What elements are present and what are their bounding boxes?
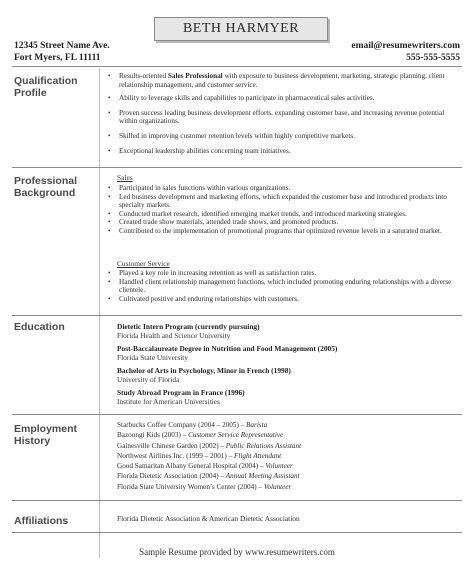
affiliations-text: Florida Dietetic Association & American Dietetic Association xyxy=(117,514,300,523)
service-item: • Handled client relationship management functions, which included promoting enduring relationships with a diverse clientele. xyxy=(106,278,458,295)
address-block xyxy=(14,40,110,64)
service-item: • Played a key role in increasing retention as well as satisfaction rates. xyxy=(106,269,458,278)
section-title-education: Education xyxy=(14,321,65,333)
column-divider xyxy=(99,68,100,558)
section-divider xyxy=(12,532,462,533)
education-entry xyxy=(117,366,457,384)
name-banner xyxy=(154,17,328,41)
section-divider xyxy=(12,167,462,168)
degree-title: Bachelor of Arts in Psychology, Minor in French (1998) xyxy=(117,366,291,375)
employment-list xyxy=(117,420,457,492)
section-divider xyxy=(12,414,462,415)
degree-title: Post-Baccalaureate Degree in Nutrition and Food Management (2005) xyxy=(117,344,338,353)
employment-entry: Bazoongi Kids (2003) – Customer Service Representative xyxy=(117,431,284,440)
degree-title: Study Abroad Program in France (1996) xyxy=(117,388,245,397)
education-entry xyxy=(117,388,457,406)
qualification-item: • Results-oriented Sales Professional with exposure to business development, marketing, strategic planning, client relationship management, and customer service. xyxy=(106,72,458,89)
degree-title: Dietetic Intern Program (currently pursuing) xyxy=(117,322,260,331)
sales-item: • Led business development and marketing efforts, which expanded the customer base and introduced products into specialty markets. xyxy=(106,193,458,210)
employment-entry: Starbucks Coffee Company (2004 – 2005) – Barista xyxy=(117,421,268,429)
subheading-customer-service: Customer Service xyxy=(117,259,170,268)
institution: Florida Health and Science University xyxy=(117,331,231,340)
education-list xyxy=(117,322,457,406)
section-divider xyxy=(12,500,462,501)
qualification-list xyxy=(106,72,458,155)
address-line-1: 12345 Street Name Ave. xyxy=(14,41,110,51)
service-item: • Cultivated positive and enduring relationships with customers. xyxy=(106,295,458,304)
qualification-item: • Exceptional leadership abilities concerning team initiatives. xyxy=(106,147,458,156)
employment-entry: Florida State University Women’s Center (2004) – Volunteer xyxy=(117,482,292,491)
service-list xyxy=(106,269,458,303)
employment-entry: Florida Dietetic Association (2004) – Annual Meeting Assistant xyxy=(117,472,300,481)
qualification-item: • Skilled in improving customer retention levels within highly competitive markets. xyxy=(106,132,458,141)
sales-list xyxy=(106,184,458,236)
subheading-sales: Sales xyxy=(117,173,133,182)
qualification-item: • Ability to leverage skills and capabilities to participate in pharmaceutical sales activities. xyxy=(106,94,458,103)
sales-item: • Conducted market research, identified emerging market trends, and introduced marketing strategies. xyxy=(106,210,458,219)
sales-item: • Created trade show materials, attended trade shows, and promoted products. xyxy=(106,218,458,227)
contact-block xyxy=(351,40,460,64)
footer-credit: Sample Resume provided by www.resumewriters.com xyxy=(139,547,335,557)
section-title-employment: Employment History xyxy=(14,423,78,447)
education-entry xyxy=(117,322,457,340)
header-divider xyxy=(12,66,462,67)
qualification-item: • Proven success leading business development efforts, expanding customer base, and increasing revenue potential within organizations. xyxy=(106,109,458,126)
employment-entry: Northwest Airlines Inc. (1999 – 2001) – Flight Attendant xyxy=(117,451,282,460)
sales-item: • Participated in sales functions within various organizations. xyxy=(106,184,458,193)
institution: University of Florida xyxy=(117,375,180,384)
section-title-background: Professional Background xyxy=(14,175,78,199)
phone-number: 555-555-5555 xyxy=(406,53,460,63)
section-title-qualification: Qualification Profile xyxy=(14,75,78,99)
sales-item: • Contributed to the implementation of promotional programs that optimized revenue levels in a saturated market. xyxy=(106,227,458,236)
institution: Florida State University xyxy=(117,353,189,362)
education-entry xyxy=(117,344,457,362)
employment-entry: Gainesville Chinese Garden (2002) – Public Relations Assistant xyxy=(117,441,302,450)
institution: Institute for American Universities xyxy=(117,397,220,406)
employment-entry: Good Samaritan Albany General Hospital (2004) – Volunteer xyxy=(117,462,293,471)
address-line-2: Fort Myers, FL 11111 xyxy=(14,53,101,63)
email-link[interactable]: email@resumewriters.com xyxy=(351,41,460,51)
candidate-name: BETH HARMYER xyxy=(182,21,300,36)
section-title-affiliations: Affiliations xyxy=(14,515,69,527)
section-divider xyxy=(12,315,462,316)
